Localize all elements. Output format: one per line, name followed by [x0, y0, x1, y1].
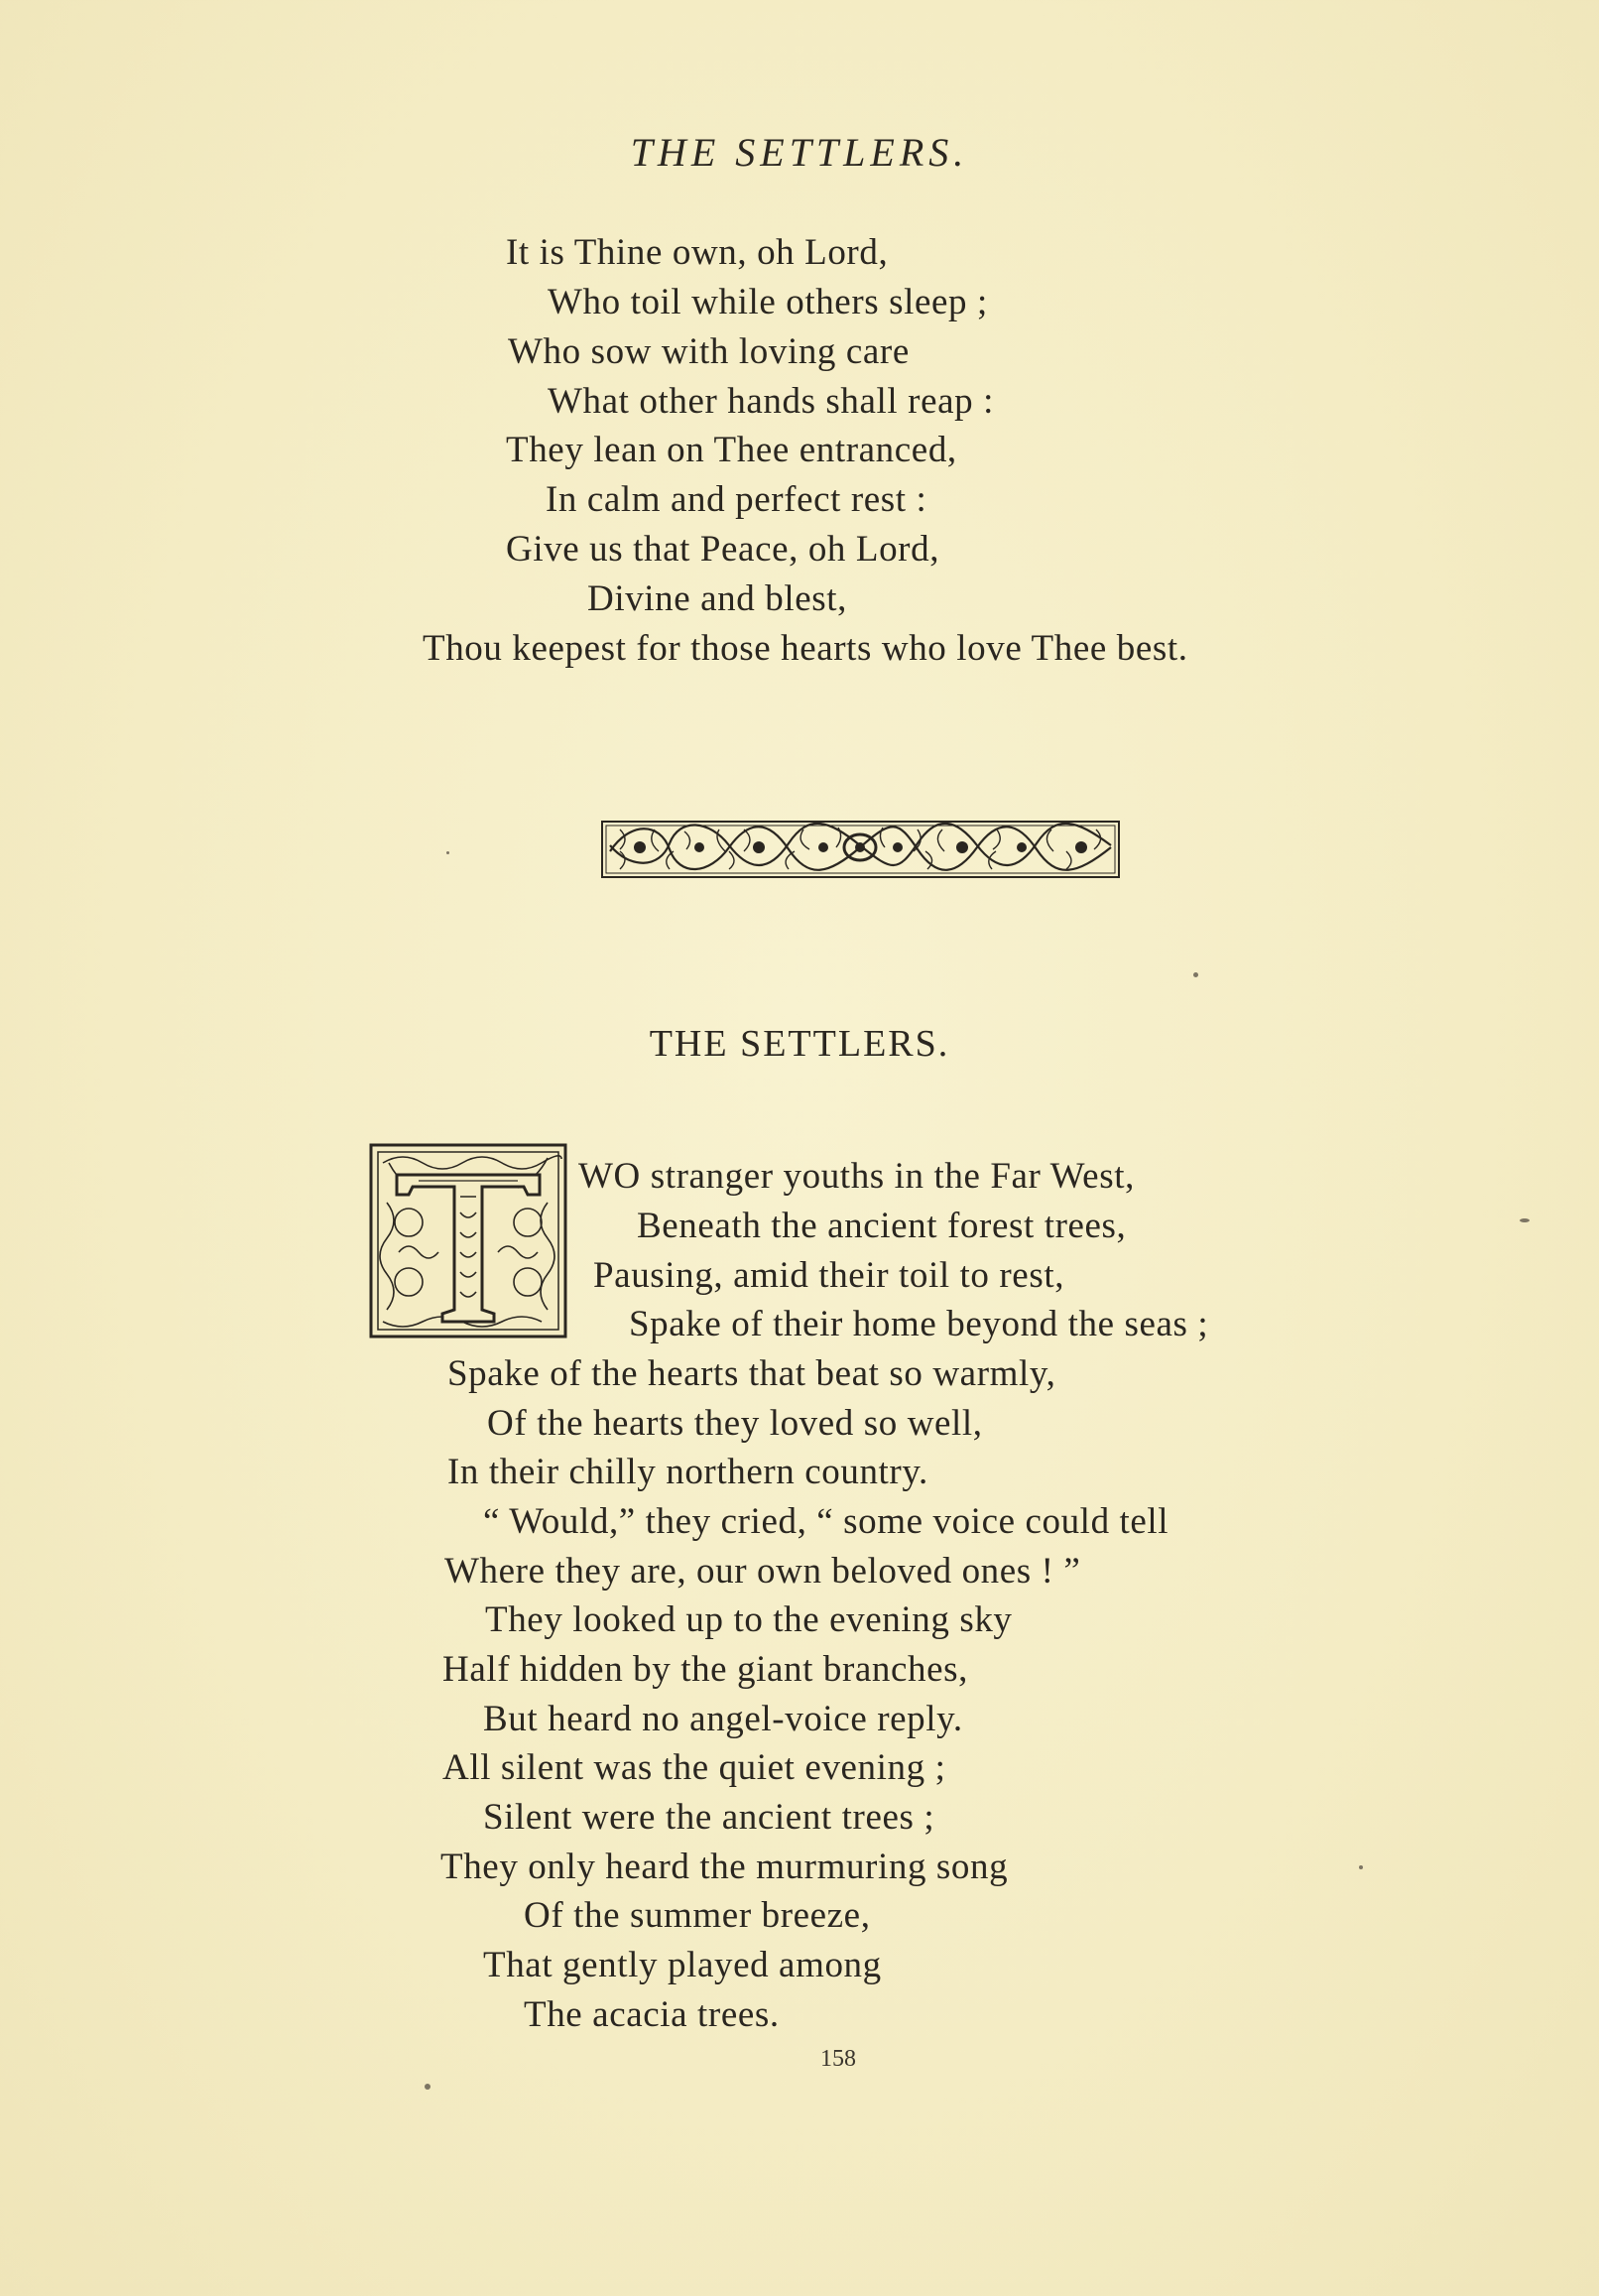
paper-speck	[1520, 1218, 1530, 1222]
prev-poem-line: Give us that Peace, oh Lord,	[506, 529, 940, 570]
poem-line: That gently played among	[483, 1945, 882, 1985]
running-head: THE SETTLERS.	[630, 130, 969, 175]
poem-line: Half hidden by the giant branches,	[442, 1649, 969, 1690]
poem-line: Spake of their home beyond the seas ;	[629, 1304, 1209, 1344]
poem-line: Of the hearts they loved so well,	[487, 1403, 983, 1444]
paper-speck	[1359, 1865, 1363, 1869]
poem-title: THE SETTLERS.	[649, 1023, 950, 1065]
poem-line: They looked up to the evening sky	[485, 1599, 1013, 1640]
poem-line: They only heard the murmuring song	[440, 1847, 1009, 1887]
poem-line: But heard no angel-voice reply.	[483, 1699, 963, 1739]
prev-poem-line: Who toil while others sleep ;	[548, 282, 988, 322]
prev-poem-line: Thou keepest for those hearts who love Thee best.	[423, 628, 1188, 669]
poem-line: The acacia trees.	[524, 1994, 780, 2035]
paper-speck	[425, 2084, 430, 2090]
poem-line: Spake of the hearts that beat so warmly,	[447, 1353, 1056, 1394]
decorative-headpiece	[600, 812, 1121, 883]
paper-speck	[1193, 972, 1198, 977]
prev-poem-line: In calm and perfect rest :	[546, 479, 927, 520]
poem-line: Pausing, amid their toil to rest,	[593, 1255, 1065, 1296]
prev-poem-line: They lean on Thee entranced,	[506, 430, 957, 470]
page-number: 158	[820, 2046, 856, 2072]
prev-poem-line: Divine and blest,	[587, 578, 847, 619]
poem-line: Where they are, our own beloved ones ! ”	[444, 1551, 1081, 1592]
poem-line: In their chilly northern country.	[447, 1452, 928, 1492]
prev-poem-line: Who sow with loving care	[508, 331, 910, 372]
poem-line: “ Would,” they cried, “ some voice could tell	[483, 1501, 1169, 1542]
scroll-ornament-icon	[600, 812, 1121, 883]
prev-poem-line: It is Thine own, oh Lord,	[506, 232, 889, 273]
drop-cap-t-icon	[369, 1143, 567, 1339]
poem-line: All silent was the quiet evening ;	[442, 1747, 946, 1788]
decorated-drop-cap	[369, 1143, 567, 1339]
poem-line: Of the summer breeze,	[524, 1895, 871, 1936]
poem-line: WO stranger youths in the Far West,	[578, 1156, 1135, 1197]
paper-speck	[446, 851, 449, 854]
poem-line: Silent were the ancient trees ;	[483, 1797, 935, 1838]
prev-poem-line: What other hands shall reap :	[548, 381, 994, 422]
poem-line: Beneath the ancient forest trees,	[637, 1206, 1127, 1246]
